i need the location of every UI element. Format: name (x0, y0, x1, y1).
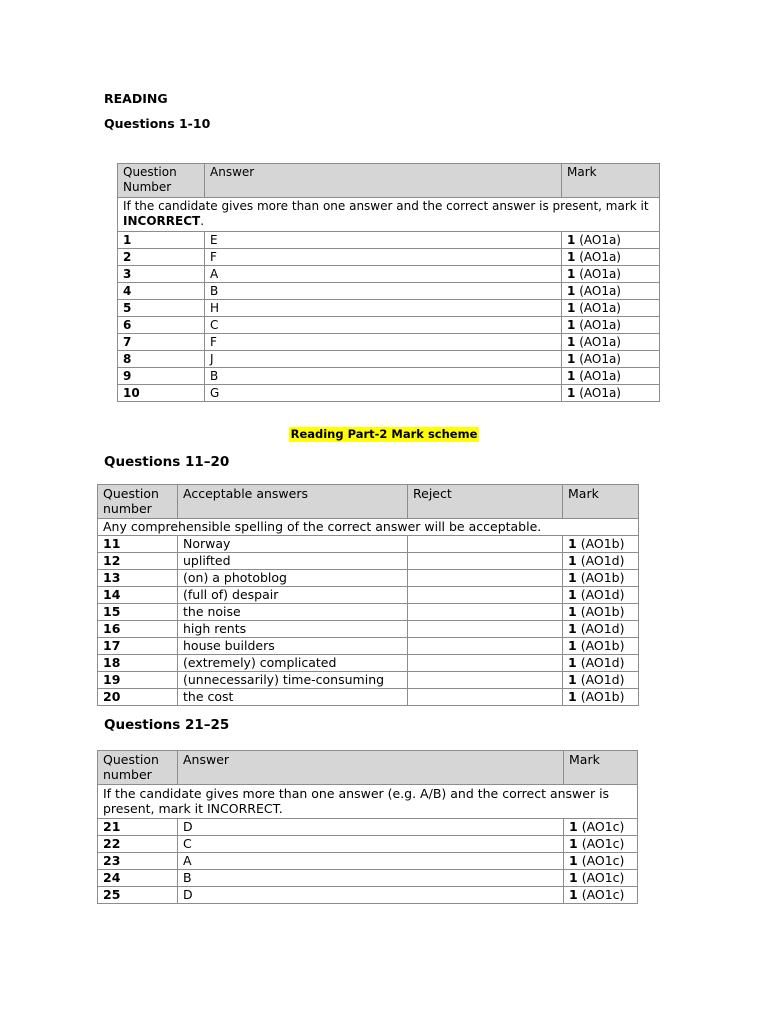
assessment-objective: (AO1c) (581, 836, 625, 851)
question-number-cell: 10 (118, 385, 205, 402)
mark-value: 1 (568, 570, 577, 585)
table-row (98, 887, 638, 904)
question-number-cell: 1 (118, 232, 205, 249)
mark-cell (563, 604, 639, 621)
table-row (118, 317, 660, 334)
table-row (118, 351, 660, 368)
assessment-objective: (AO1c) (581, 870, 625, 885)
assessment-objective: (AO1a) (579, 301, 621, 315)
reject-cell (408, 638, 563, 655)
answer-cell: the noise (178, 604, 408, 621)
mark-value: 1 (568, 621, 577, 636)
table-row (98, 853, 638, 870)
question-number-cell: 7 (118, 334, 205, 351)
mark-cell (563, 689, 639, 706)
header-answer: Answer (178, 751, 564, 785)
answer-cell: the cost (178, 689, 408, 706)
table-row (118, 283, 660, 300)
table-row (98, 536, 639, 553)
mark-value: 1 (567, 386, 576, 400)
instruction-emphasis: INCORRECT (123, 214, 201, 228)
header-acceptable-answers: Acceptable answers (178, 485, 408, 519)
answer-cell: Norway (178, 536, 408, 553)
mark-table-1-10 (117, 163, 660, 402)
table-row (98, 672, 639, 689)
answer-cell: J (205, 351, 562, 368)
question-number-cell: 13 (98, 570, 178, 587)
assessment-objective: (AO1a) (579, 369, 621, 383)
section-title-reading: READING (104, 91, 168, 106)
mark-cell (563, 672, 639, 689)
instruction-note: If the candidate gives more than one answer (e.g. A/B) and the correct answer is present, mark it INCORRECT. (98, 785, 638, 819)
table-row (98, 638, 639, 655)
mark-value: 1 (568, 604, 577, 619)
answer-cell: (full of) despair (178, 587, 408, 604)
answer-cell: G (205, 385, 562, 402)
instruction-end: . (200, 214, 205, 228)
reject-cell (408, 672, 563, 689)
answer-cell: (on) a photoblog (178, 570, 408, 587)
table-row (118, 232, 660, 249)
assessment-objective: (AO1c) (581, 887, 625, 902)
question-number-cell: 5 (118, 300, 205, 317)
answer-cell: A (178, 853, 564, 870)
table-row (118, 300, 660, 317)
table-row (98, 553, 639, 570)
mark-cell (562, 368, 660, 385)
table-row (98, 621, 639, 638)
table-row (118, 334, 660, 351)
mark-cell (564, 870, 638, 887)
answer-cell: F (205, 249, 562, 266)
mark-value: 1 (568, 587, 577, 602)
heading-questions-21-25: Questions 21–25 (104, 717, 230, 733)
mark-value: 1 (569, 853, 578, 868)
header-reject: Reject (408, 485, 563, 519)
mark-value: 1 (567, 301, 576, 315)
reject-cell (408, 621, 563, 638)
mark-cell (563, 621, 639, 638)
assessment-objective: (AO1b) (580, 570, 625, 585)
mark-value: 1 (567, 250, 576, 264)
reject-cell (408, 655, 563, 672)
assessment-objective: (AO1d) (580, 587, 625, 602)
question-number-cell: 2 (118, 249, 205, 266)
mark-cell (563, 587, 639, 604)
question-number-cell: 6 (118, 317, 205, 334)
answer-cell: uplifted (178, 553, 408, 570)
mark-value: 1 (568, 536, 577, 551)
question-number-cell: 24 (98, 870, 178, 887)
table-row (98, 870, 638, 887)
assessment-objective: (AO1b) (580, 536, 625, 551)
question-number-cell: 12 (98, 553, 178, 570)
mark-value: 1 (569, 870, 578, 885)
table-row (118, 385, 660, 402)
question-number-cell: 19 (98, 672, 178, 689)
question-number-cell: 9 (118, 368, 205, 385)
question-number-cell: 8 (118, 351, 205, 368)
header-question-number: Question number (98, 751, 178, 785)
assessment-objective: (AO1d) (580, 672, 625, 687)
question-number-cell: 21 (98, 819, 178, 836)
mark-value: 1 (567, 284, 576, 298)
answer-cell: (unnecessarily) time-consuming (178, 672, 408, 689)
mark-cell (563, 553, 639, 570)
table-row (98, 604, 639, 621)
mark-value: 1 (569, 887, 578, 902)
header-question-number: Question number (98, 485, 178, 519)
reject-cell (408, 553, 563, 570)
mark-value: 1 (567, 233, 576, 247)
heading-questions-1-10: Questions 1-10 (104, 116, 211, 131)
question-number-cell: 17 (98, 638, 178, 655)
answer-cell: D (178, 887, 564, 904)
table-row (98, 819, 638, 836)
assessment-objective: (AO1a) (579, 386, 621, 400)
answer-cell: E (205, 232, 562, 249)
mark-cell (563, 655, 639, 672)
assessment-objective: (AO1a) (579, 352, 621, 366)
mark-value: 1 (569, 819, 578, 834)
answer-cell: (extremely) complicated (178, 655, 408, 672)
mark-value: 1 (568, 689, 577, 704)
mark-cell (562, 232, 660, 249)
answer-cell: B (178, 870, 564, 887)
mark-cell (563, 536, 639, 553)
assessment-objective: (AO1a) (579, 335, 621, 349)
mark-value: 1 (567, 352, 576, 366)
question-number-cell: 22 (98, 836, 178, 853)
mark-value: 1 (567, 318, 576, 332)
assessment-objective: (AO1b) (580, 604, 625, 619)
instruction-note: Any comprehensible spelling of the correct answer will be acceptable. (98, 519, 639, 536)
heading-questions-11-20: Questions 11–20 (104, 454, 230, 470)
answer-cell: D (178, 819, 564, 836)
question-number-cell: 14 (98, 587, 178, 604)
answer-cell: B (205, 368, 562, 385)
assessment-objective: (AO1d) (580, 621, 625, 636)
question-number-cell: 25 (98, 887, 178, 904)
answer-cell: C (205, 317, 562, 334)
table-row (98, 836, 638, 853)
mark-value: 1 (567, 369, 576, 383)
mark-cell (562, 283, 660, 300)
mark-cell (562, 300, 660, 317)
table-row (118, 249, 660, 266)
table-row (118, 368, 660, 385)
header-mark: Mark (563, 485, 639, 519)
question-number-cell: 3 (118, 266, 205, 283)
mark-cell (562, 266, 660, 283)
table-row (118, 266, 660, 283)
mark-cell (564, 887, 638, 904)
question-number-cell: 23 (98, 853, 178, 870)
mark-cell (563, 570, 639, 587)
mark-value: 1 (567, 267, 576, 281)
assessment-objective: (AO1a) (579, 233, 621, 247)
question-number-cell: 11 (98, 536, 178, 553)
question-number-cell: 18 (98, 655, 178, 672)
subtitle-wrapper (0, 423, 768, 442)
mark-table-11-20 (97, 484, 639, 706)
answer-cell: A (205, 266, 562, 283)
question-number-cell: 20 (98, 689, 178, 706)
assessment-objective: (AO1a) (579, 284, 621, 298)
question-number-cell: 16 (98, 621, 178, 638)
mark-cell (564, 819, 638, 836)
reject-cell (408, 570, 563, 587)
mark-cell (562, 351, 660, 368)
assessment-objective: (AO1a) (579, 267, 621, 281)
table-row (98, 689, 639, 706)
part2-mark-scheme-title: Reading Part-2 Mark scheme (290, 427, 478, 441)
header-mark: Mark (564, 751, 638, 785)
answer-cell: F (205, 334, 562, 351)
assessment-objective: (AO1b) (580, 638, 625, 653)
header-question-number: Question Number (118, 164, 205, 198)
table-row (98, 655, 639, 672)
answer-cell: high rents (178, 621, 408, 638)
reject-cell (408, 604, 563, 621)
mark-cell (562, 334, 660, 351)
mark-cell (562, 385, 660, 402)
assessment-objective: (AO1b) (580, 689, 625, 704)
mark-value: 1 (568, 655, 577, 670)
table-row (98, 587, 639, 604)
mark-cell (564, 853, 638, 870)
answer-cell: house builders (178, 638, 408, 655)
assessment-objective: (AO1a) (579, 250, 621, 264)
assessment-objective: (AO1c) (581, 819, 625, 834)
header-mark: Mark (562, 164, 660, 198)
answer-cell: B (205, 283, 562, 300)
question-number-cell: 15 (98, 604, 178, 621)
reject-cell (408, 587, 563, 604)
assessment-objective: (AO1d) (580, 655, 625, 670)
assessment-objective: (AO1a) (579, 318, 621, 332)
mark-value: 1 (569, 836, 578, 851)
question-number-cell: 4 (118, 283, 205, 300)
mark-value: 1 (568, 672, 577, 687)
mark-value: 1 (568, 638, 577, 653)
instruction-note (118, 198, 660, 232)
answer-cell: C (178, 836, 564, 853)
mark-cell (563, 638, 639, 655)
reject-cell (408, 689, 563, 706)
mark-cell (564, 836, 638, 853)
mark-cell (562, 317, 660, 334)
answer-cell: H (205, 300, 562, 317)
mark-value: 1 (568, 553, 577, 568)
header-answer: Answer (205, 164, 562, 198)
table-row (98, 570, 639, 587)
mark-cell (562, 249, 660, 266)
assessment-objective: (AO1c) (581, 853, 625, 868)
mark-table-21-25 (97, 750, 638, 904)
instruction-text: If the candidate gives more than one answer and the correct answer is present, mark it (123, 199, 649, 213)
reject-cell (408, 536, 563, 553)
assessment-objective: (AO1d) (580, 553, 625, 568)
mark-value: 1 (567, 335, 576, 349)
